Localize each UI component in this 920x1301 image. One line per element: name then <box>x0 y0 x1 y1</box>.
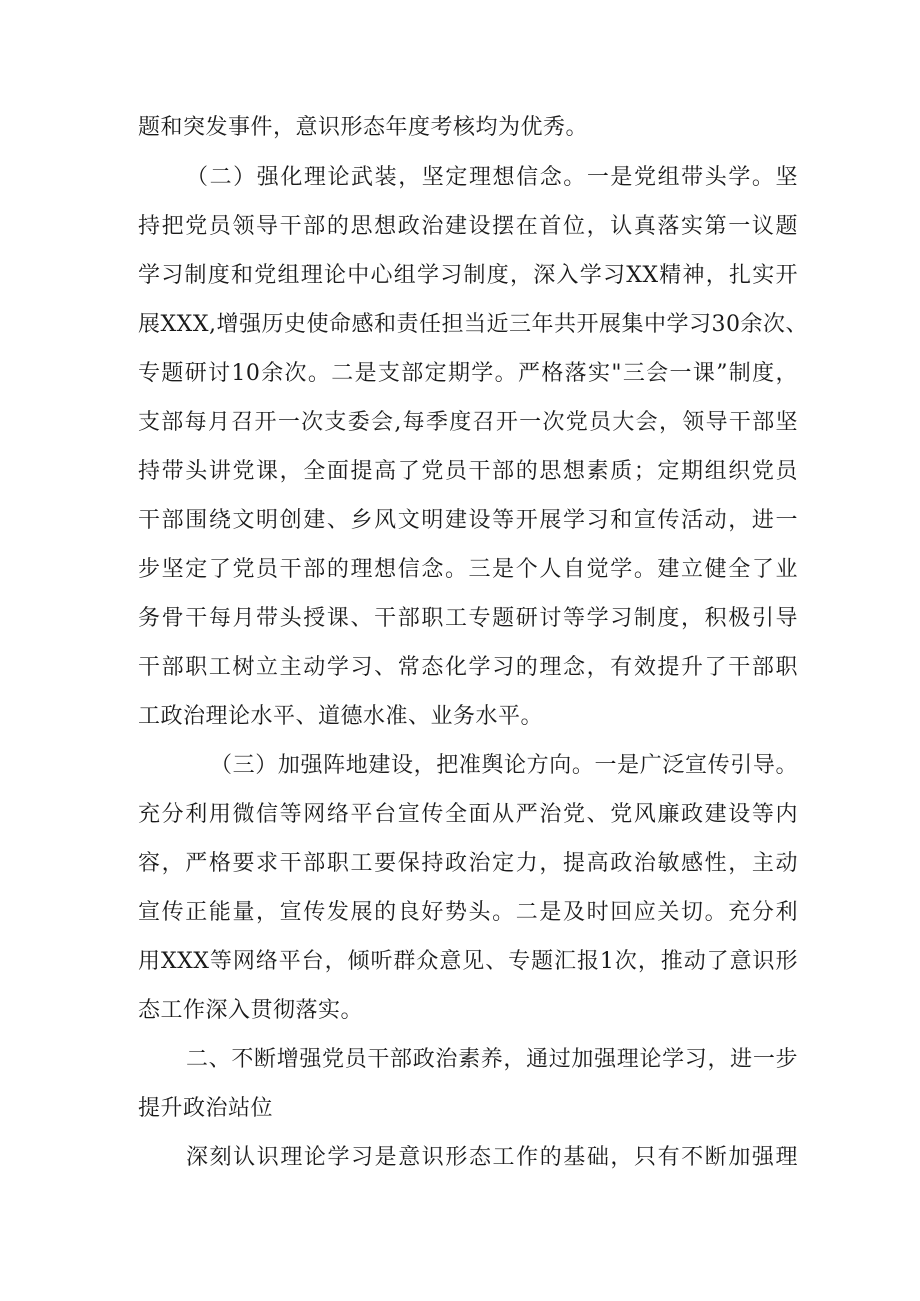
section-heading-line-2: 提升政治站位 <box>138 1096 274 1121</box>
paragraph-2-line-6: 支部每月召开一次支委会,每季度召开一次党员大会，领导干部坚 <box>138 410 798 435</box>
paragraph-2-line-4: 展XXX,增强历史使命感和责任担当近三年共开展集中学习30余次、 <box>138 312 808 337</box>
paragraph-2-line-10: 务骨干每月带头授课、干部职工专题研讨等学习制度，积极引导 <box>138 606 798 631</box>
paragraph-2-line-3: 学习制度和党组理论中心组学习制度，深入学习XX精神，扎实开 <box>138 263 798 288</box>
paragraph-3-line-6: 态工作深入贯彻落实。 <box>138 998 364 1023</box>
paragraph-2-line-9: 步坚定了党员干部的理想信念。三是个人自觉学。建立健全了业 <box>138 557 798 582</box>
paragraph-2-line-2: 持把党员领导干部的思想政治建设摆在首位，认真落实第一议题 <box>138 214 798 239</box>
paragraph-3-line-3: 容，严格要求干部职工要保持政治定力，提高政治敏感性，主动 <box>138 851 798 876</box>
paragraph-2-line-5: 专题研讨10余次。二是支部定期学。严格落实"三会一课”制度， <box>138 361 798 386</box>
section-heading-line-1: 二、不断增强党员干部政治素养，通过加强理论学习，进一步 <box>186 1047 798 1072</box>
paragraph-1-line-1: 题和突发事件，意识形态年度考核均为优秀。 <box>138 115 589 140</box>
paragraph-2-line-8: 干部围绕文明创建、乡风文明建设等开展学习和宣传活动，进一 <box>138 508 798 533</box>
paragraph-3-line-1: （三）加强阵地建设，把准舆论方向。一是广泛宣传引导。 <box>210 753 798 778</box>
paragraph-2-line-12: 工政治理论水平、道德水准、业务水平。 <box>138 704 544 729</box>
paragraph-3-line-5: 用XXX等网络平台，倾听群众意见、专题汇报1次，推动了意识形 <box>138 949 798 974</box>
paragraph-2-line-1: （二）强化理论武装，坚定理想信念。一是党组带头学。坚 <box>186 165 798 190</box>
paragraph-2-line-7: 持带头讲党课，全面提高了党员干部的思想素质；定期组织党员 <box>138 459 798 484</box>
paragraph-3-line-4: 宣传正能量，宣传发展的良好势头。二是及时回应关切。充分利 <box>138 900 798 925</box>
paragraph-3-line-2: 充分利用微信等网络平台宣传全面从严治党、党风廉政建设等内 <box>138 802 798 827</box>
paragraph-5-line-1: 深刻认识理论学习是意识形态工作的基础，只有不断加强理 <box>186 1145 798 1170</box>
paragraph-2-line-11: 干部职工树立主动学习、常态化学习的理念，有效提升了干部职 <box>138 655 798 680</box>
